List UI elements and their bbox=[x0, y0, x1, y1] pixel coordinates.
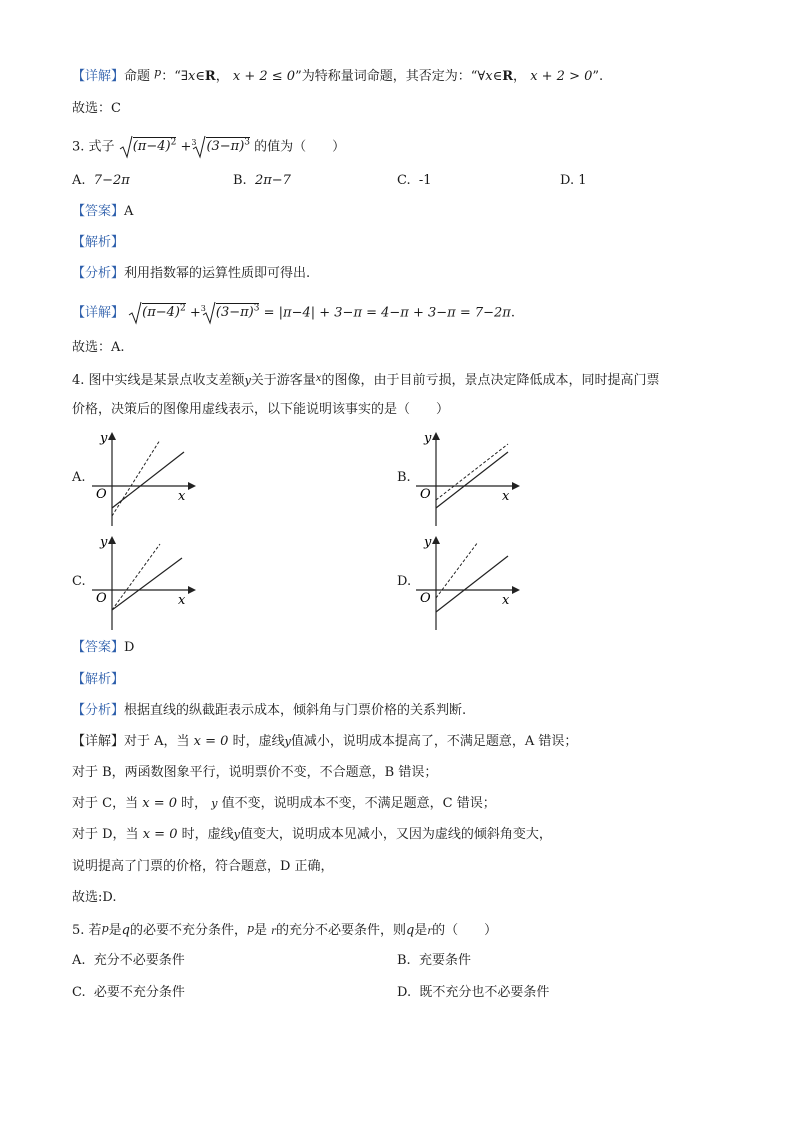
option-text: 2π−7 bbox=[254, 173, 291, 188]
answer-line bbox=[72, 639, 134, 657]
exponent: 3 bbox=[253, 304, 260, 314]
text: ： bbox=[161, 69, 175, 84]
option-text: 必要不充分条件 bbox=[93, 985, 185, 1000]
math: ∀x∈ bbox=[477, 69, 503, 84]
plus: + bbox=[180, 139, 192, 155]
question-number: 4. bbox=[72, 373, 85, 388]
math-R: R bbox=[204, 69, 216, 84]
plus: + bbox=[189, 305, 201, 321]
var-q: q bbox=[405, 923, 415, 938]
text: 是 bbox=[414, 923, 428, 938]
question-tail: 的值为（ ） bbox=[254, 139, 346, 155]
dashed-line bbox=[436, 444, 508, 500]
text: 时，虚线 bbox=[181, 827, 234, 842]
text: 的图像，由于目前亏损，景点决定降低成本，同时提高门票 bbox=[321, 373, 660, 388]
detail-line-d bbox=[72, 826, 552, 844]
graph-d bbox=[412, 532, 522, 632]
origin-label: O bbox=[96, 487, 107, 502]
exponent: 2 bbox=[180, 304, 186, 314]
text: “ bbox=[470, 69, 478, 84]
fenxi-tag: 【分析】 bbox=[72, 266, 125, 281]
origin-label: O bbox=[420, 591, 431, 606]
question-4-line1 bbox=[72, 370, 659, 390]
text: . bbox=[599, 69, 604, 84]
text: 对于 C，当 bbox=[72, 796, 139, 811]
text: 是 bbox=[108, 923, 122, 938]
cbrt-radicand bbox=[216, 303, 260, 320]
var-x: x bbox=[315, 373, 322, 384]
option-text: 充要条件 bbox=[418, 953, 471, 968]
answer-line bbox=[72, 203, 133, 221]
axis-y-label: y bbox=[100, 535, 108, 550]
axis-x-label: x bbox=[178, 489, 186, 504]
graph-label-a: A. bbox=[72, 470, 86, 485]
math: x = 0 bbox=[193, 734, 229, 749]
x-axis-arrow bbox=[188, 586, 196, 594]
var-y: y bbox=[284, 735, 291, 748]
text: 关于游客量 bbox=[250, 373, 316, 388]
y-axis-arrow bbox=[108, 432, 116, 440]
math: (π−4) bbox=[142, 305, 181, 321]
graph-label-c: C. bbox=[72, 574, 86, 589]
fenxi-line bbox=[72, 702, 466, 720]
detail-line-c bbox=[72, 795, 496, 813]
var-r: r bbox=[427, 926, 433, 937]
exponent: 3 bbox=[244, 138, 251, 148]
text: 对于 D，当 bbox=[72, 827, 139, 842]
option-label: C. bbox=[72, 985, 86, 1000]
var-p: p bbox=[154, 66, 162, 79]
origin-label: O bbox=[420, 487, 431, 502]
option-text: 1 bbox=[578, 173, 587, 188]
root-index: 3 bbox=[200, 304, 206, 313]
detail-tag: 【详解】 bbox=[72, 69, 125, 84]
option-text: 充分不必要条件 bbox=[93, 953, 185, 968]
fenxi-line bbox=[72, 265, 310, 283]
option-label: A. bbox=[72, 173, 86, 188]
text: 的必要不充分条件， bbox=[129, 923, 247, 938]
var-y: y bbox=[211, 797, 218, 810]
dashed-line bbox=[112, 544, 160, 610]
question-4-line2: 价格，决策后的图像用虚线表示，以下能说明该事实的是（ ） bbox=[72, 402, 450, 417]
detail-equation: = |π−4| + 3−π = 4−π + 3−π = 7−2π bbox=[263, 305, 511, 321]
detail-tag: 【详解】 bbox=[72, 305, 125, 321]
text: 是 bbox=[254, 923, 268, 938]
detail-line-e: 说明提高了门票的价格，符合题意，D 正确， bbox=[72, 859, 334, 874]
detail-line-q2 bbox=[72, 64, 603, 86]
detail-line-b: 对于 B，两函数图象平行，说明票价不变，不合题意，B 错误； bbox=[72, 765, 438, 780]
y-axis-arrow bbox=[432, 536, 440, 544]
sqrt-symbol bbox=[128, 301, 142, 325]
axis-x-label: x bbox=[502, 593, 510, 608]
question-stem: 式子 bbox=[88, 139, 115, 155]
math: (π−4) bbox=[132, 139, 171, 155]
x-axis-arrow bbox=[188, 482, 196, 490]
origin-label: O bbox=[96, 591, 107, 606]
detail-line-a bbox=[72, 733, 577, 751]
text: 图中实线是某景点收支差额 bbox=[88, 373, 245, 388]
x-axis-arrow bbox=[512, 586, 520, 594]
question-number: 3. bbox=[72, 139, 85, 155]
option-a bbox=[72, 952, 185, 970]
text: 命题 bbox=[124, 69, 151, 84]
question-3 bbox=[72, 134, 345, 156]
option-a bbox=[72, 172, 130, 190]
option-b bbox=[233, 172, 291, 190]
question-5 bbox=[72, 920, 497, 941]
choose-line: 故选:D. bbox=[72, 890, 117, 905]
var-q: q bbox=[121, 923, 130, 938]
choose-line: 故选：A. bbox=[72, 340, 125, 355]
text: 时， bbox=[181, 796, 208, 811]
cbrt-radicand bbox=[206, 137, 250, 154]
axis-x-label: x bbox=[178, 593, 186, 608]
y-axis-arrow bbox=[108, 536, 116, 544]
text: 值不变，说明成本不变，不满足题意，C 错误； bbox=[221, 796, 496, 811]
sqrt-symbol bbox=[119, 135, 133, 159]
text: 的充分不必要条件，则 bbox=[275, 923, 406, 938]
math-R: R bbox=[502, 69, 514, 84]
answer-value: D bbox=[124, 640, 135, 655]
var-p: p bbox=[101, 922, 109, 935]
text: 的（ ） bbox=[432, 923, 498, 938]
sqrt-radicand bbox=[142, 303, 186, 320]
var-y: y bbox=[233, 828, 240, 841]
option-text: 7−2π bbox=[93, 173, 130, 188]
answer-tag: 【答案】 bbox=[72, 640, 125, 655]
text: 为特称量词命题，其否定为： bbox=[301, 69, 471, 84]
option-text: 既不充分也不必要条件 bbox=[419, 985, 550, 1000]
sqrt-radicand bbox=[133, 137, 177, 154]
text: ” bbox=[295, 69, 302, 84]
choose-line: 故选：C bbox=[72, 101, 121, 116]
option-c bbox=[72, 984, 185, 1002]
text: “ bbox=[174, 69, 181, 84]
option-label: A. bbox=[72, 953, 86, 968]
text: . bbox=[510, 305, 515, 321]
text: 若 bbox=[88, 923, 102, 938]
math: ∃x∈ bbox=[180, 69, 205, 84]
math: x = 0 bbox=[142, 827, 178, 842]
graph-label-d: D. bbox=[397, 574, 412, 589]
var-p: p bbox=[246, 922, 255, 935]
axis-y-label: y bbox=[424, 431, 432, 446]
option-d bbox=[397, 984, 549, 1002]
text: 值变大，说明成本见减小，又因为虚线的倾斜角变大， bbox=[239, 827, 552, 842]
root-index: 3 bbox=[191, 138, 197, 147]
option-text: -1 bbox=[418, 173, 432, 188]
graph-c bbox=[88, 532, 198, 632]
option-b bbox=[397, 952, 471, 970]
var-r: r bbox=[271, 926, 276, 937]
math: (3−π) bbox=[206, 139, 245, 155]
option-d bbox=[560, 172, 587, 190]
text: 时，虚线 bbox=[232, 734, 285, 749]
graph-label-b: B. bbox=[397, 470, 411, 485]
axis-y-label: y bbox=[100, 431, 108, 446]
option-label: B. bbox=[233, 173, 247, 188]
detail-line-q3 bbox=[72, 300, 515, 322]
solid-line bbox=[112, 452, 184, 508]
option-label: D. bbox=[397, 985, 412, 1000]
jiexi-tag: 【解析】 bbox=[72, 672, 125, 687]
answer-value: A bbox=[124, 204, 134, 219]
var-y: y bbox=[244, 374, 251, 387]
axis-x-label: x bbox=[502, 489, 510, 504]
text: ， bbox=[215, 69, 229, 84]
option-label: C. bbox=[397, 173, 411, 188]
fenxi-text: 根据直线的纵截距表示成本，倾斜角与门票价格的关系判断. bbox=[124, 703, 467, 718]
option-c bbox=[397, 172, 432, 190]
text: ， bbox=[513, 69, 527, 84]
option-label: D. bbox=[560, 173, 575, 188]
text: 值减小，说明成本提高了，不满足题意，A 错误； bbox=[290, 734, 578, 749]
answer-tag: 【答案】 bbox=[72, 204, 125, 219]
math-neg: x + 2 > 0 bbox=[530, 69, 593, 84]
solid-line bbox=[112, 558, 182, 610]
question-number: 5. bbox=[72, 923, 85, 938]
option-label: B. bbox=[397, 953, 411, 968]
x-axis-arrow bbox=[512, 482, 520, 490]
math: (3−π) bbox=[215, 305, 254, 321]
graph-b bbox=[412, 428, 522, 528]
axis-y-label: y bbox=[424, 535, 432, 550]
math: x = 0 bbox=[142, 796, 177, 811]
math-cond: x + 2 ≤ 0 bbox=[232, 69, 296, 84]
dashed-line bbox=[112, 440, 160, 516]
fenxi-tag: 【分析】 bbox=[72, 703, 125, 718]
fenxi-text: 利用指数幂的运算性质即可得出. bbox=[124, 266, 311, 281]
text: 【详解】对于 A，当 bbox=[72, 734, 190, 749]
jiexi-tag: 【解析】 bbox=[72, 235, 125, 250]
cbrt-symbol bbox=[202, 301, 216, 325]
y-axis-arrow bbox=[432, 432, 440, 440]
solid-line bbox=[436, 452, 508, 508]
exponent: 2 bbox=[170, 138, 177, 148]
cbrt-symbol bbox=[192, 135, 206, 159]
text: ” bbox=[592, 69, 600, 84]
graph-a bbox=[88, 428, 198, 528]
